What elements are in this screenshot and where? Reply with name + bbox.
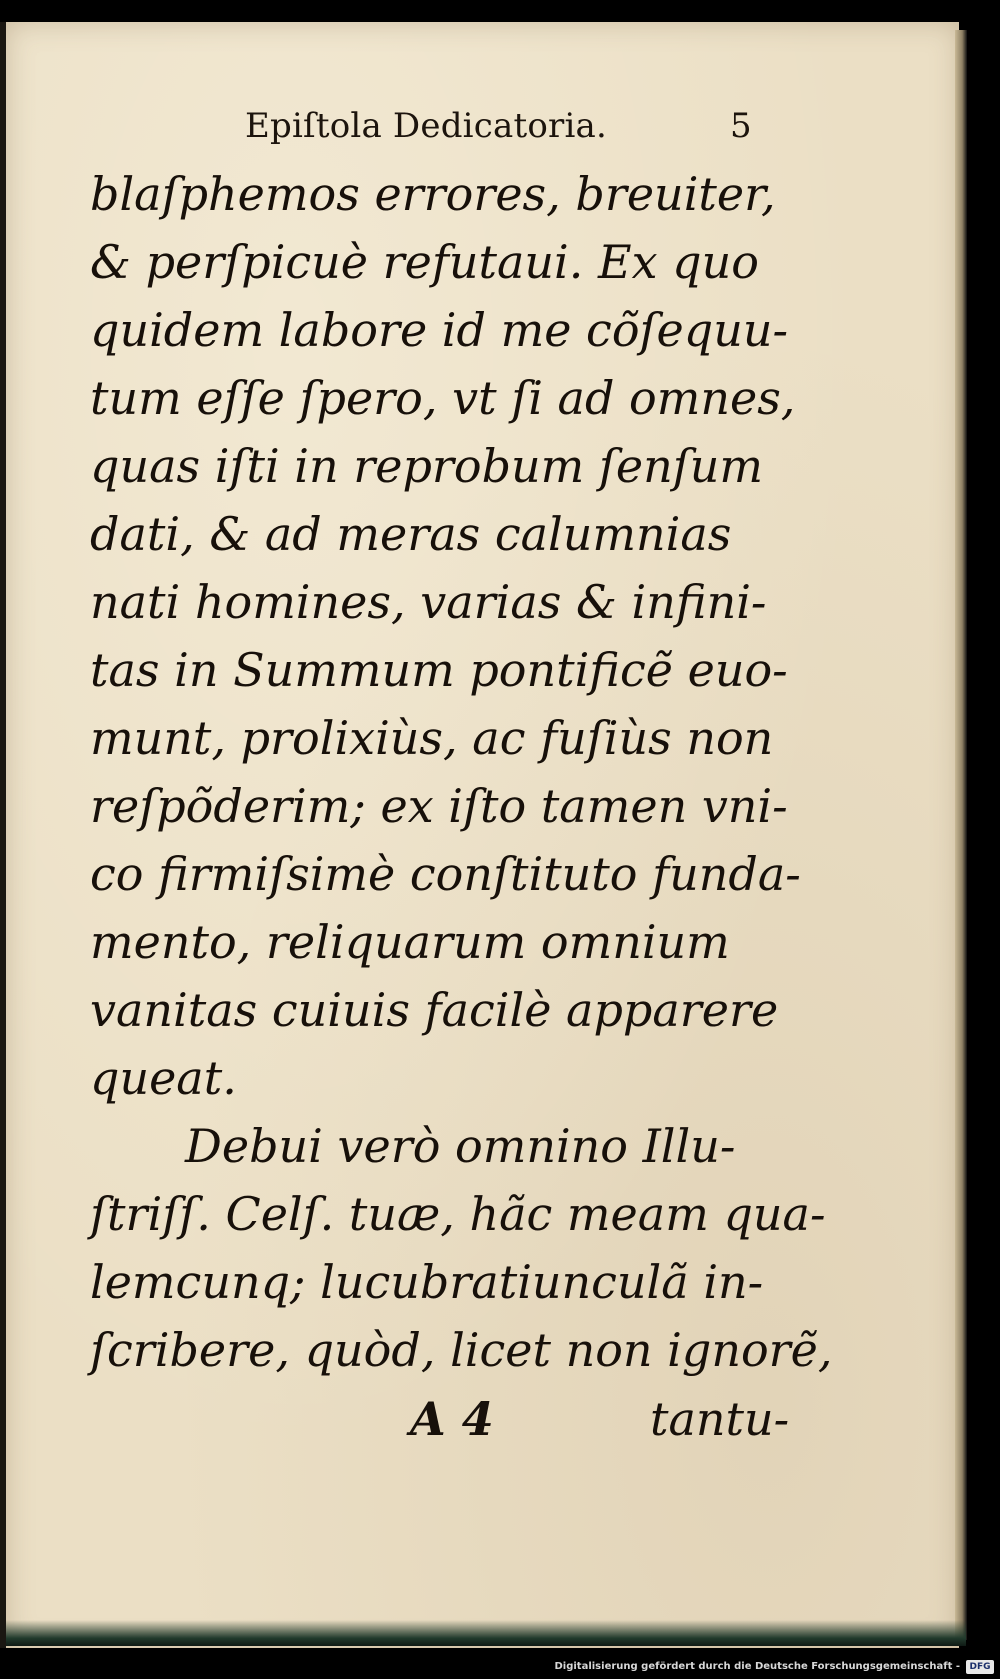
text-line: quidem labore id me cõſequu- [90,303,788,357]
text-line: nati homines, varias & infini- [90,575,767,629]
text-line: ſcribere, quòd, licet non ignorẽ, [90,1323,833,1377]
body-text [90,160,833,1384]
text-line: co firmiſsimè conſtituto funda- [90,847,801,901]
text-line: tas in Summum pontificẽ euo- [90,643,788,697]
text-line: vanitas cuiuis facilè apparere [90,983,779,1037]
text-line: queat. [90,1051,237,1105]
text-line: munt, prolixiùs, ac fuſiùs non [90,711,774,765]
book-cover-edge [6,1620,966,1646]
text-line: tum eſſe ſpero, vt ſi ad omnes, [90,371,796,425]
text-line: reſpõderim; ex iſto tamen vni- [90,779,788,833]
page-number: 5 [730,106,752,146]
catchword: tantu- [650,1392,790,1446]
dfg-logo-icon: DFG [966,1660,994,1674]
text-line: ſtriſſ. Celſ. tuæ, hãc meam qua- [90,1187,826,1241]
text-line: & perſpicuè refutaui. Ex quo [90,235,759,289]
text-line: mento, reliquarum omnium [90,915,730,969]
text-line: lemcunq; lucubratiunculã in- [90,1255,764,1309]
signature-mark: A 4 [410,1392,494,1446]
text-line: dati, & ad meras calumnias [90,507,732,561]
digitization-credit: Digitalisierung gefördert durch die Deutsche Forschungsgemeinschaft - [554,1661,960,1672]
catch-line [410,1385,810,1453]
running-title: Epiſtola Dedicatoria. [245,106,607,146]
paragraph-start-line: Debui verò omnino Illu- [185,1119,736,1173]
text-line: quas iſti in reprobum ſenſum [90,439,764,493]
text-line: blaſphemos errores, breuiter, [90,167,776,221]
page-edge [955,30,967,1640]
